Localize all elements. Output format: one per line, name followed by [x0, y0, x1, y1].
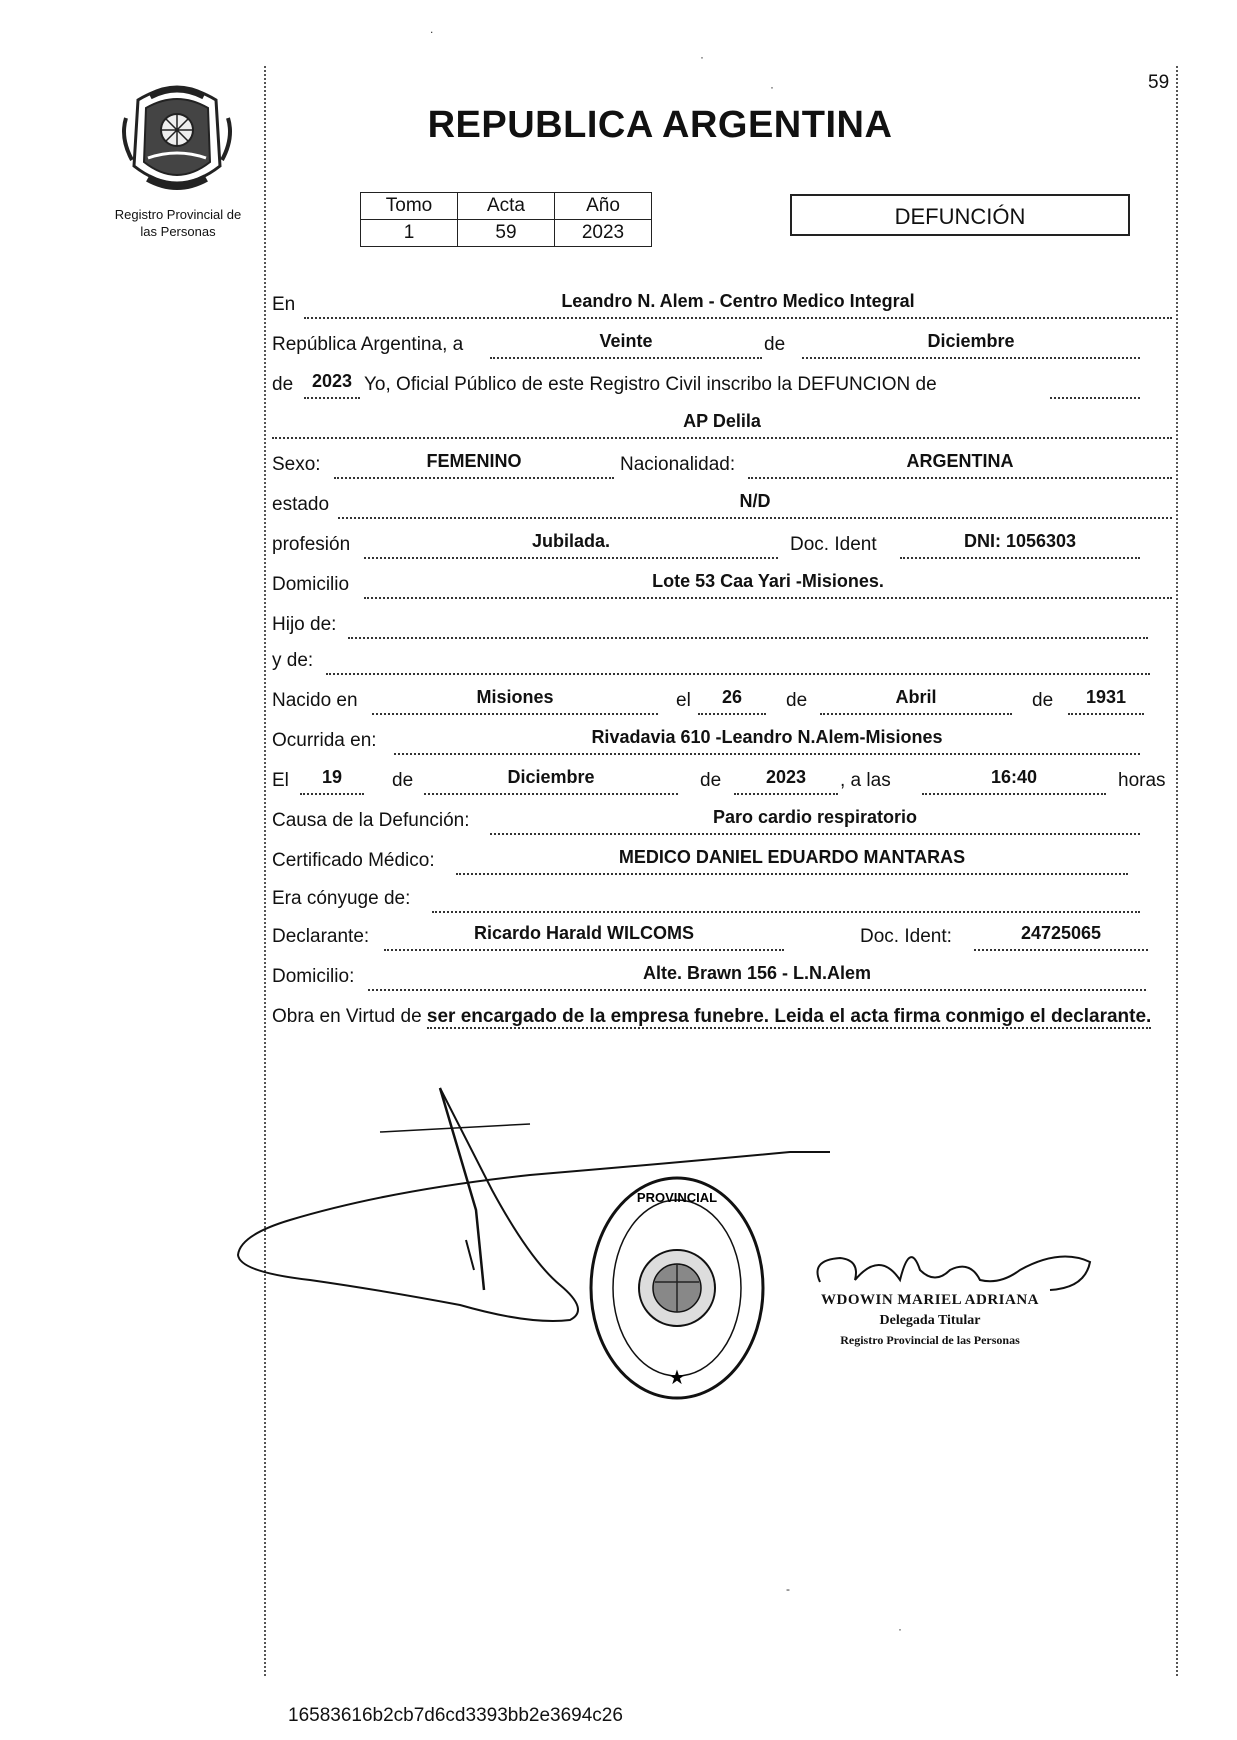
nacido-label: Nacido en: [272, 690, 358, 711]
birth-year-field: 1931: [1068, 687, 1144, 715]
row-cause: [272, 807, 1172, 842]
row-profession-doc: [272, 531, 1172, 566]
domicilio-label: Domicilio: [272, 574, 350, 595]
closing-text: ser encargado de la empresa funebre. Leida el acta firma conmigo el declarante.: [426, 1006, 1152, 1027]
declarante-field: Ricardo Harald WILCOMS: [384, 923, 784, 951]
seal-ring-text: PROVINCIAL: [636, 1190, 718, 1205]
sexo-label: Sexo:: [272, 454, 321, 475]
declarante-doc-label: Doc. Ident:: [860, 926, 952, 947]
registry-value-tomo: 1: [361, 220, 458, 247]
row-death-place: [272, 727, 1172, 762]
ocurrida-field: Rivadavia 610 -Leandro N.Alem-Misiones: [394, 727, 1140, 755]
registry-table: [360, 192, 652, 247]
row-parent-2: [272, 650, 1172, 682]
row-declarant-address: [272, 963, 1172, 998]
profesion-field: Jubilada.: [364, 531, 778, 559]
death-de2-label: de: [700, 770, 722, 791]
causa-label: Causa de la Defunción:: [272, 810, 470, 831]
row-sex-nationality: [272, 451, 1172, 486]
death-time-field: 16:40: [922, 767, 1106, 795]
row-parent-1: [272, 614, 1172, 646]
signatory-office: Registro Provincial de las Personas: [840, 1333, 1020, 1347]
certificado-field: MEDICO DANIEL EDUARDO MANTARAS: [456, 847, 1128, 875]
registry-value-ano: 2023: [555, 220, 652, 247]
statement-text: Yo, Oficial Público de este Registro Civil inscribo la DEFUNCION de: [364, 374, 937, 395]
signatory-role: Delegada Titular: [879, 1313, 981, 1328]
doc-label: Doc. Ident: [790, 534, 877, 555]
row-death-date: [272, 767, 1172, 802]
de-label: de: [764, 334, 786, 355]
row-statement: [272, 371, 1172, 406]
death-de1-label: de: [392, 770, 414, 791]
declarante-label: Declarante:: [272, 926, 370, 947]
declarante-doc-field: 24725065: [974, 923, 1148, 951]
registry-header-acta: Acta: [458, 193, 555, 220]
row-certificate: [272, 847, 1172, 882]
year-prefix-label: de: [272, 374, 294, 395]
signatory-name: WDOWIN MARIEL ADRIANA: [820, 1292, 1040, 1308]
registry-header-tomo: Tomo: [361, 193, 458, 220]
death-month-field: Diciembre: [424, 767, 678, 795]
issuer-caption: [96, 206, 260, 240]
conyuge-label: Era cónyuge de:: [272, 888, 411, 909]
estado-field: N/D: [338, 491, 1172, 519]
document-hash: 16583616b2cb7d6cd3393bb2e3694c26: [288, 1705, 623, 1726]
signatory-signature: [800, 1240, 1100, 1300]
record-type-box: DEFUNCIÓN: [790, 194, 1130, 236]
row-civil-status: [272, 491, 1172, 526]
declarant-signature: [230, 1080, 870, 1340]
birth-de1-label: de: [786, 690, 808, 711]
closing-prefix: Obra en Virtud de: [272, 1006, 422, 1027]
nacido-field: Misiones: [372, 687, 658, 715]
birth-month-field: Abril: [820, 687, 1012, 715]
death-day-field: 19: [300, 767, 364, 795]
birth-day-field: 26: [698, 687, 766, 715]
birth-de2-label: de: [1032, 690, 1054, 711]
yde-field: [326, 647, 1150, 675]
row-spouse: [272, 888, 1172, 920]
ocurrida-label: Ocurrida en:: [272, 730, 377, 751]
death-el-label: El: [272, 770, 289, 791]
issuer-caption-line1: Registro Provincial de: [114, 207, 242, 222]
sexo-field: FEMENINO: [334, 451, 614, 479]
row-date-registered: [272, 331, 1172, 366]
scan-speck: ·: [770, 80, 774, 94]
left-margin-line: [264, 66, 266, 1676]
month-field: Diciembre: [802, 331, 1140, 359]
doc-field: DNI: 1056303: [900, 531, 1140, 559]
deceased-name-field: AP Delila: [272, 411, 1172, 439]
row-address: [272, 571, 1172, 606]
row-place: [272, 291, 1172, 326]
scan-speck: ·: [898, 1622, 902, 1636]
statement-blank: [1050, 371, 1140, 399]
row-declarant: [272, 923, 1172, 958]
right-margin-line: [1176, 66, 1178, 1676]
registry-header-ano: Año: [555, 193, 652, 220]
conyuge-field: [432, 885, 1140, 913]
nacionalidad-field: ARGENTINA: [748, 451, 1172, 479]
official-seal: [585, 1172, 769, 1404]
declarante-dom-label: Domicilio:: [272, 966, 355, 987]
registry-value-acta: 59: [458, 220, 555, 247]
closing-paragraph: [272, 1002, 1172, 1032]
scan-speck: ·: [700, 50, 704, 64]
row-deceased-name: [272, 411, 1172, 446]
document-title: REPUBLICA ARGENTINA: [427, 104, 893, 146]
profesion-label: profesión: [272, 534, 351, 555]
page-number: 59: [1148, 72, 1170, 93]
province-crest-logo: [118, 78, 236, 196]
horas-label: horas: [1118, 770, 1166, 791]
row-birth: [272, 687, 1172, 722]
year-field: 2023: [304, 371, 360, 399]
signatory-block: [800, 1292, 1060, 1348]
certificado-label: Certificado Médico:: [272, 850, 435, 871]
death-year-field: 2023: [734, 767, 838, 795]
yde-label: y de:: [272, 650, 314, 671]
scan-speck: .: [430, 22, 434, 36]
hijo-label: Hijo de:: [272, 614, 337, 635]
issuer-caption-line2: las Personas: [140, 224, 216, 239]
nacionalidad-label: Nacionalidad:: [620, 454, 736, 475]
scan-speck: -: [786, 1582, 790, 1596]
causa-field: Paro cardio respiratorio: [490, 807, 1140, 835]
place-field: Leandro N. Alem - Centro Medico Integral: [304, 291, 1172, 319]
en-label: En: [272, 294, 296, 315]
hijo-field: [348, 611, 1148, 639]
a-las-label: , a las: [840, 770, 891, 791]
republica-label: República Argentina, a: [272, 334, 464, 355]
domicilio-field: Lote 53 Caa Yari -Misiones.: [364, 571, 1172, 599]
estado-label: estado: [272, 494, 330, 515]
day-words-field: Veinte: [490, 331, 762, 359]
declarante-dom-field: Alte. Brawn 156 - L.N.Alem: [368, 963, 1146, 991]
birth-el-label: el: [676, 690, 691, 711]
seal-star-icon: ★: [668, 1367, 686, 1389]
